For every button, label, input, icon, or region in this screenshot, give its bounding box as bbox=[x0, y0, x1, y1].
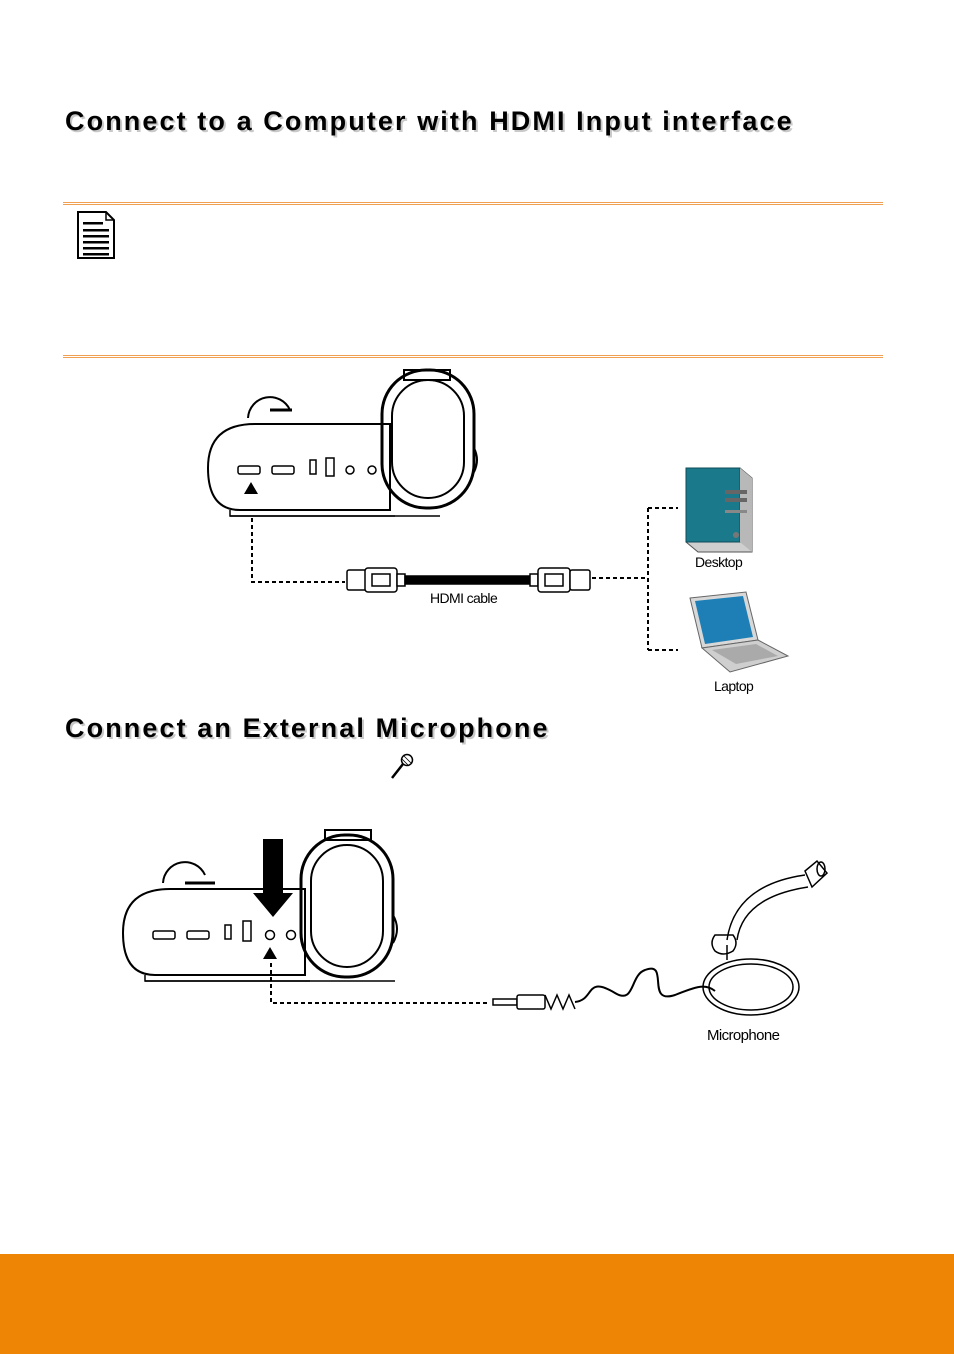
footer-bar bbox=[0, 1254, 954, 1354]
connection-line bbox=[252, 518, 345, 582]
section-title-microphone: Connect an External Microphone bbox=[65, 713, 550, 743]
hdmi-port-arrow bbox=[244, 482, 258, 494]
desktop-computer-illustration bbox=[686, 468, 752, 552]
section-title-hdmi: Connect to a Computer with HDMI Input interface bbox=[65, 106, 794, 136]
microphone-plug-illustration bbox=[493, 969, 715, 1009]
hdmi-cable-label: HDMI cable bbox=[430, 590, 498, 606]
note-icon bbox=[76, 210, 116, 260]
microphone-icon bbox=[388, 752, 414, 782]
note-bottom-rule bbox=[63, 355, 883, 358]
document-camera-illustration bbox=[123, 830, 397, 981]
desktop-label: Desktop bbox=[695, 554, 743, 570]
document-camera-illustration bbox=[208, 370, 477, 516]
hdmi-cable-illustration bbox=[347, 568, 590, 592]
microphone-connection-diagram bbox=[115, 825, 845, 1060]
computer-connection-lines bbox=[592, 508, 678, 650]
camera-ports bbox=[238, 458, 376, 476]
camera-ports bbox=[153, 921, 296, 941]
mic-port-up-arrow bbox=[263, 947, 277, 959]
note-top-rule bbox=[63, 202, 883, 205]
microphone-label: Microphone bbox=[707, 1027, 780, 1044]
hdmi-connection-diagram bbox=[200, 360, 820, 700]
laptop-label: Laptop bbox=[714, 678, 754, 694]
microphone-illustration bbox=[703, 861, 827, 1015]
mic-port-down-arrow bbox=[253, 839, 293, 917]
connection-line bbox=[271, 963, 490, 1003]
laptop-illustration bbox=[690, 592, 788, 672]
